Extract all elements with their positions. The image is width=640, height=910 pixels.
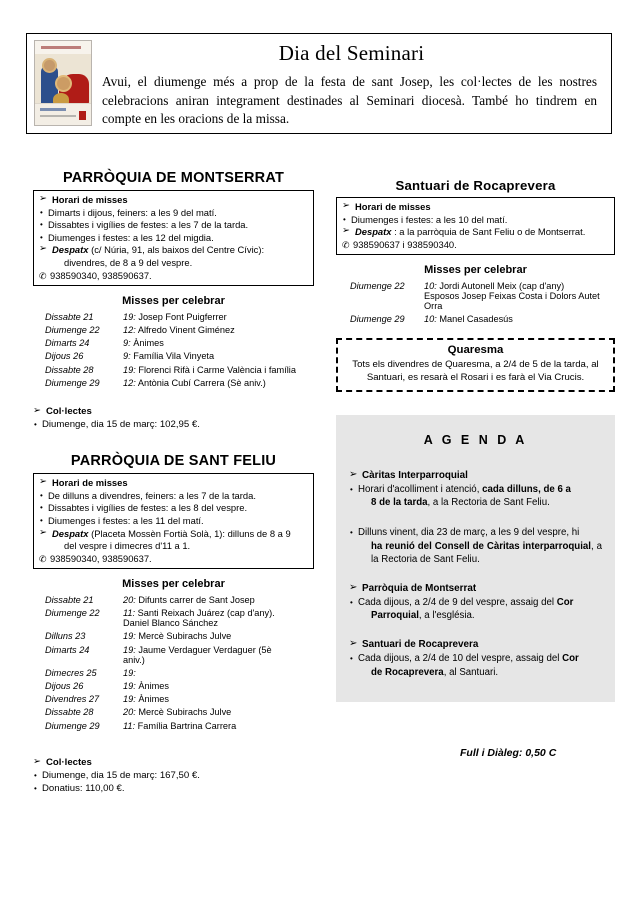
rocaprevera-phones: ✆ 938590637 i 938590340.: [342, 238, 457, 250]
bullet-icon: •: [40, 516, 43, 526]
despatx-continuation: del vespre i dimecres d'11 a 1.: [64, 540, 191, 552]
phone-icon: ✆: [342, 239, 350, 250]
bullet-icon: •: [350, 598, 353, 608]
montserrat-title: PARRÒQUIA DE MONTSERRAT: [62, 170, 285, 186]
montserrat-masses-table: [33, 310, 314, 389]
despatx-text: (c/ Núria, 91, als baixos del Centre Cívic):: [91, 244, 265, 256]
despatx-label: Despatx: [52, 527, 89, 539]
bullet-icon: •: [40, 503, 43, 513]
bullet-icon: •: [350, 528, 353, 538]
bullet-icon: •: [343, 214, 346, 224]
bullet-icon: •: [34, 420, 37, 430]
agenda-item: • Cada dijous, a 2/4 de 10 del vespre, assaig del Cor de Rocaprevera, al Santuari.: [350, 653, 579, 678]
table-row: Dissabte 28 20: Mercè Subirachs Julve: [45, 707, 232, 718]
agenda-item: • Horari d'acolliment i atenció, cada dilluns, de 6 a 8 de la tarda, a la Rectoria de Sant Feliu.: [350, 484, 571, 509]
rocaprevera-masses-table: [336, 279, 615, 325]
arrow-icon: ➢: [342, 225, 350, 237]
agenda-item: • Dilluns vinent, dia 23 de març, a les 9 del vespre, hi ha reunió del Consell de Càritas interparroquial, a la Rectoria de Sant Feliu.: [350, 527, 602, 565]
quaresma-box: [336, 338, 615, 392]
montserrat-masses-heading: Misses per celebrar: [122, 295, 225, 308]
arrow-icon: ➢: [349, 638, 358, 650]
bullet-icon: •: [40, 220, 43, 230]
santfeliu-collects: [33, 756, 314, 795]
bullet-icon: •: [40, 232, 43, 242]
arrow-icon: ➢: [39, 526, 47, 538]
agenda-panel: [336, 415, 615, 702]
table-row: Diumenge 29 10: Manel Casadesús: [350, 314, 513, 325]
rocaprevera-masses: [336, 264, 615, 325]
agenda-group-heading: Càritas Interparroquial: [362, 470, 468, 481]
despatx-text: (Placeta Mossèn Fortià Solà, 1): dilluns de 8 a 9: [91, 527, 291, 539]
table-row: Diumenge 22 12: Alfredo Vinent Giménez: [45, 324, 235, 335]
table-row: Dissabte 21 20: Difunts carrer de Sant Josep: [45, 595, 255, 606]
table-row: Dissabte 28 19: Florenci Rifà i Carme València i família: [45, 364, 296, 375]
table-row: Dimarts 24 19: Jaume Verdaguer Verdaguer (5è aniv.): [45, 644, 272, 665]
despatx-text: : a la parròquia de Sant Feliu o de Montserrat.: [394, 226, 586, 238]
table-row: Dissabte 21 19: Josep Font Puigferrer: [45, 311, 227, 322]
rocaprevera-masses-heading: Misses per celebrar: [424, 264, 527, 277]
quaresma-title: Quaresma: [447, 343, 504, 356]
agenda-group-heading: Santuari de Rocaprevera: [362, 639, 479, 651]
bullet-icon: •: [40, 207, 43, 217]
agenda-group-rocaprevera: [349, 638, 602, 678]
arrow-icon: ➢: [39, 476, 47, 488]
montserrat-schedule-heading: ➢ Horari de misses: [39, 193, 128, 205]
arrow-icon: ➢: [349, 582, 358, 594]
santfeliu-title: PARRÒQUIA DE SANT FELIU: [70, 453, 277, 470]
table-row: Diumenge 22 11: Santi Reixach Juárez (cap d'any). Daniel Blanco Sánchez: [45, 608, 275, 629]
seminari-poster-image: [34, 40, 92, 126]
section-rocaprevera: [336, 178, 615, 392]
list-item: • Dissabtes i vigílies de festes: a les 8 del vespre.: [40, 502, 248, 514]
header-paragraph: Avui, el diumenge més a prop de la festa de sant Josep, les col·lectes de les nostres celebracions aniran integrament destinades al Seminari diocesà. També ho tindrem en compte en les oracions de la missa.: [102, 74, 597, 126]
table-row: Dijous 26 19: Ànimes: [45, 680, 169, 691]
table-row: Dilluns 23 19: Mercè Subirachs Julve: [45, 631, 232, 642]
despatx-label: Despatx: [355, 226, 392, 238]
phone-icon: ✆: [39, 270, 47, 281]
left-column: [33, 170, 314, 795]
list-item: • De dilluns a divendres, feiners: a les 7 de la tarda.: [40, 489, 256, 501]
page-title: Dia del Seminari: [278, 41, 425, 65]
list-item: • Diumenge, dia 15 de març: 102,95 €.: [34, 419, 200, 431]
arrow-icon: ➢: [342, 200, 350, 211]
agenda-group-montserrat: [349, 582, 602, 622]
montserrat-schedule-box: [33, 190, 314, 286]
arrow-icon: ➢: [33, 405, 42, 417]
agenda-item: • Cada dijous, a 2/4 de 9 del vespre, assaig del Cor Parroquial, a l'església.: [350, 597, 574, 622]
table-row: Dimarts 24 9: Ànimes: [45, 338, 164, 349]
rocaprevera-schedule-box: [336, 197, 615, 255]
footer-price: Full i Diàleg: 0,50 C: [460, 747, 557, 759]
despatx-continuation: divendres, de 8 a 9 del vespre.: [64, 256, 193, 268]
list-item: • Diumenges i festes: a les 11 del matí.: [40, 515, 204, 527]
arrow-icon: ➢: [39, 193, 47, 204]
list-item: • Dissabtes i vigílies de festes: a les 7 de la tarda.: [40, 219, 249, 231]
table-row: Diumenge 22 10: Jordi Autonell Meix (cap d'any) Esposos Josep Feixas Costa i Dolors Autet Orra: [350, 280, 600, 311]
list-item: • Diumenges i festes: a les 12 del migdia.: [40, 231, 214, 243]
santfeliu-despatx: [39, 528, 308, 553]
collects-heading: Col·lectes: [46, 406, 92, 418]
bullet-icon: •: [350, 654, 353, 664]
agenda-group-heading: Parròquia de Montserrat: [362, 583, 477, 595]
santfeliu-masses-heading: Misses per celebrar: [122, 578, 225, 591]
santfeliu-phones: ✆ 938590340, 938590637.: [39, 552, 152, 564]
montserrat-despatx: [39, 244, 308, 269]
montserrat-phones: ✆ 938590340, 938590637.: [39, 269, 152, 281]
table-row: Dijous 26 9: Família Vila Vinyeta: [45, 351, 215, 362]
santfeliu-masses-table: [33, 593, 314, 732]
bullet-icon: •: [350, 485, 353, 494]
despatx-label: Despatx: [52, 244, 89, 256]
agenda-group-caritas: [349, 469, 602, 566]
rocaprevera-title: Santuari de Rocaprevera: [395, 178, 556, 193]
rocaprevera-schedule-heading: ➢ Horari de misses: [342, 200, 431, 212]
bullet-icon: •: [34, 771, 37, 781]
rocaprevera-despatx: [342, 226, 609, 239]
santfeliu-schedule-heading: ➢ Horari de misses: [39, 476, 128, 489]
header-banner: [26, 33, 612, 134]
table-row: Diumenge 29 11: Família Bartrina Carrera: [45, 720, 237, 731]
list-item: • Dimarts i dijous, feiners: a les 9 del matí.: [40, 206, 217, 218]
quaresma-text: Tots els divendres de Quaresma, a 2/4 de 5 de la tarda, al Santuari, es resarà el Rosari i es farà el Via Crucis.: [352, 358, 599, 383]
arrow-icon: ➢: [33, 756, 42, 768]
table-row: Diumenge 29 12: Antònia Cubí Carrera (Sè aniv.): [45, 377, 266, 388]
list-item: • Diumenges i festes: a les 10 del matí.: [343, 213, 508, 225]
santfeliu-schedule-box: [33, 473, 314, 569]
agenda-title: A G E N D A: [423, 433, 528, 447]
arrow-icon: ➢: [39, 243, 47, 255]
bullet-icon: •: [40, 490, 43, 500]
phone-icon: ✆: [39, 553, 47, 564]
section-sant-feliu: [33, 453, 314, 795]
table-row: Divendres 27 19: Ànimes: [45, 694, 169, 705]
montserrat-collects: [33, 405, 314, 431]
section-montserrat: [33, 170, 314, 431]
bullet-icon: •: [34, 784, 37, 794]
table-row: Dimecres 25 19:: [45, 667, 136, 678]
right-column: [336, 178, 615, 392]
collects-heading: Col·lectes: [46, 757, 92, 769]
list-item: • Diumenge, dia 15 de març: 167,50 €.: [34, 770, 200, 782]
list-item: • Donatius: 110,00 €.: [34, 783, 125, 795]
arrow-icon: ➢: [349, 469, 358, 480]
